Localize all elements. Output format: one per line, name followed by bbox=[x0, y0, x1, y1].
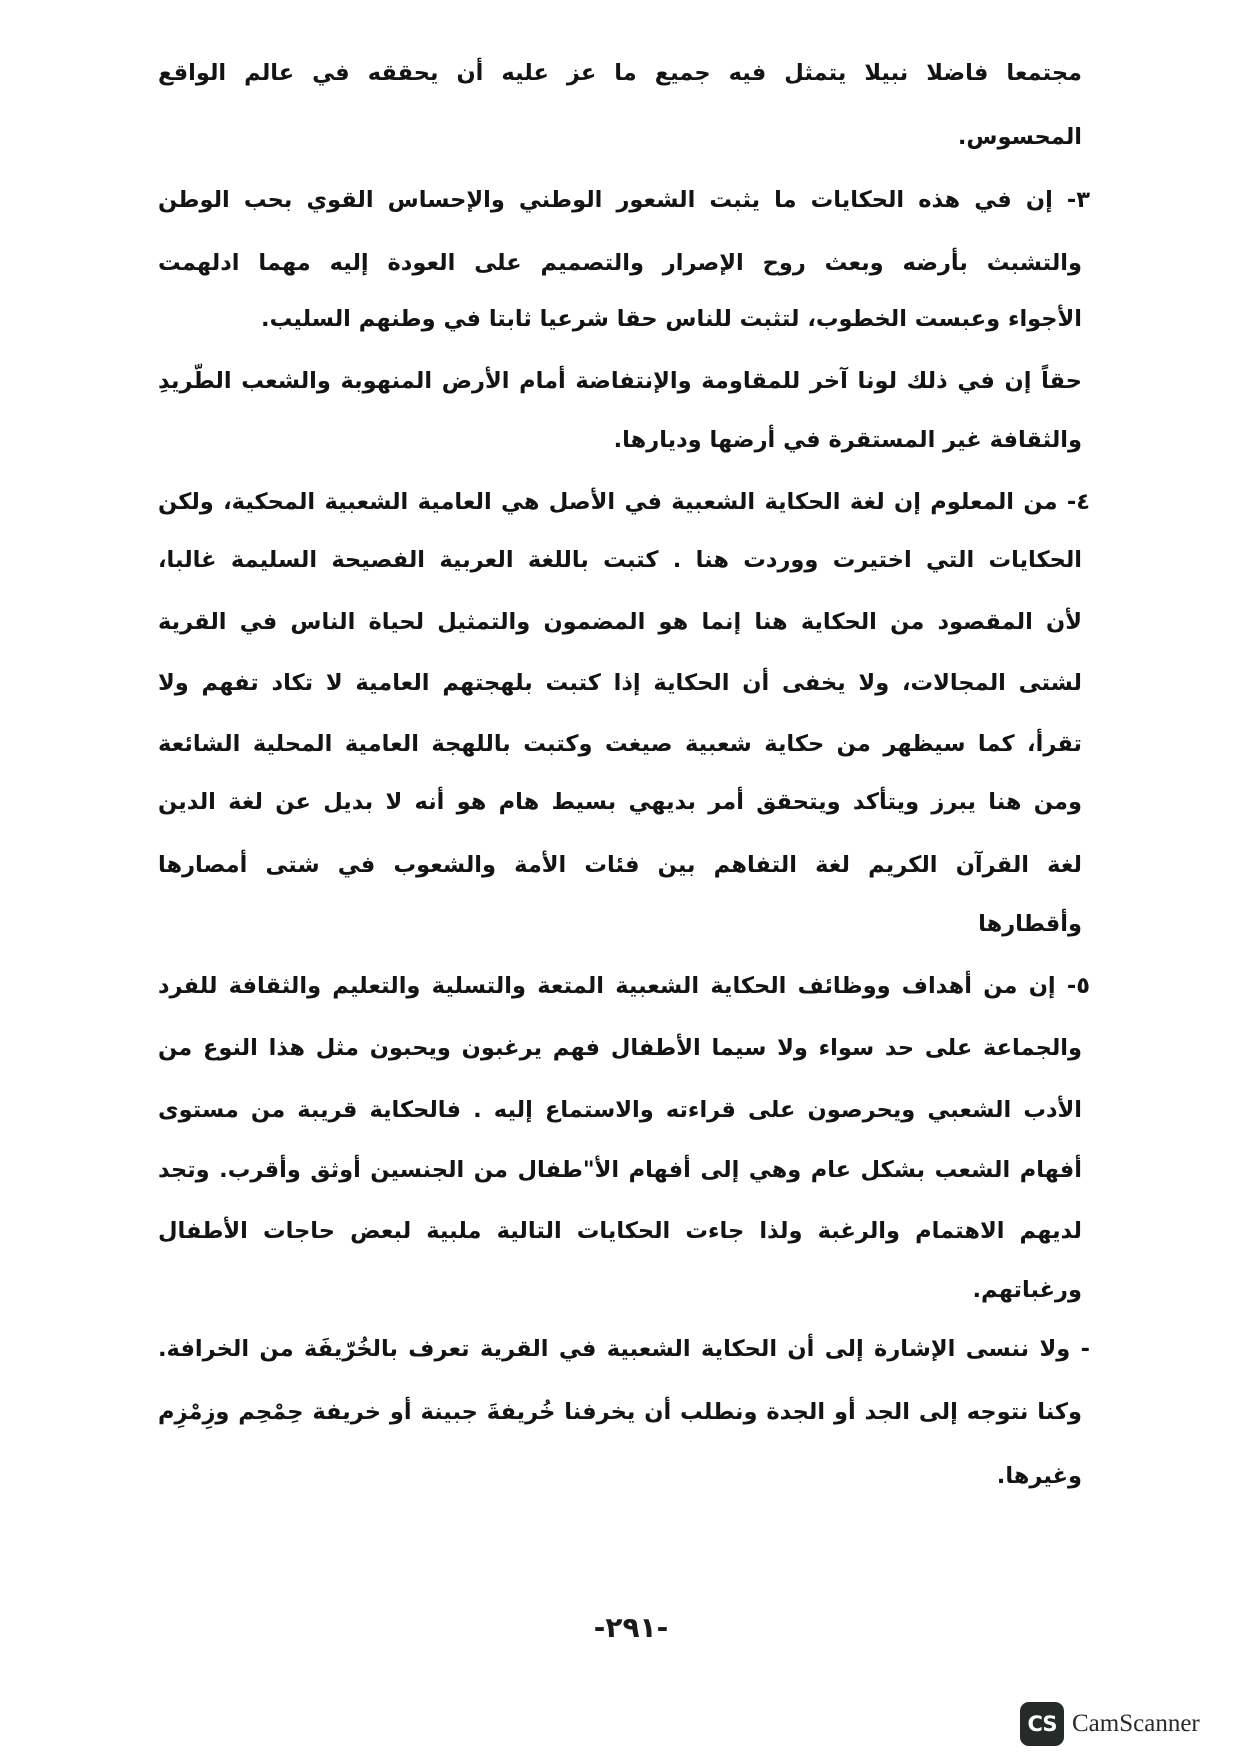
line-text: لشتى المجالات، ولا يخفى أن الحكاية إذا كتبت بلهجتهم العامية لا تكاد تفهم ولا bbox=[158, 670, 1082, 696]
text-line bbox=[158, 418, 1082, 462]
line-text: لغة القرآن الكريم لغة التفاهم بين فئات الأمة والشعوب في شتى أمصارها bbox=[158, 852, 1082, 878]
text-line bbox=[158, 1268, 1082, 1312]
line-text: والثقافة غير المستقرة في أرضها وديارها. bbox=[613, 427, 1082, 453]
line-text: المحسوس. bbox=[957, 124, 1082, 150]
text-line bbox=[158, 1026, 1082, 1070]
text-line bbox=[158, 1209, 1082, 1253]
line-text: وأقطارها bbox=[978, 911, 1082, 937]
item-number: ٤- bbox=[1066, 489, 1090, 515]
text-line bbox=[158, 359, 1082, 403]
list-dash: - bbox=[1080, 1336, 1090, 1362]
line-text: مجتمعا فاضلا نبيلا يتمثل فيه جميع ما عز عليه أن يحققه في عالم الواقع bbox=[158, 60, 1082, 86]
line-text: ومن هنا يبرز ويتأكد ويتحقق أمر بديهي بسيط هام هو أنه لا بديل عن لغة الدين bbox=[158, 789, 1082, 815]
line-text: الأجواء وعبست الخطوب، لتثبت للناس حقا شرعيا ثابتا في وطنهم السليب. bbox=[261, 306, 1082, 332]
line-text: إن من أهداف ووظائف الحكاية الشعبية المتعة والتسلية والتعليم والثقافة للفرد bbox=[158, 973, 1056, 999]
line-text: الأدب الشعبي ويحرصون على قراءته والاستماع إليه . فالحكاية قريبة من مستوى bbox=[158, 1097, 1082, 1123]
item-first-line bbox=[158, 964, 1090, 1008]
text-line bbox=[158, 1148, 1082, 1192]
text-line bbox=[158, 241, 1082, 285]
line-text: من المعلوم إن لغة الحكاية الشعبية في الأصل هي العامية الشعبية المحكية، ولكن bbox=[158, 489, 1058, 515]
item-number: ٣- bbox=[1066, 187, 1090, 213]
text-line bbox=[158, 843, 1082, 887]
line-text: والجماعة على حد سواء ولا سيما الأطفال فهم يرغبون ويحبون مثل هذا النوع من bbox=[158, 1035, 1082, 1061]
text-line bbox=[158, 297, 1082, 341]
line-text: لديهم الاهتمام والرغبة ولذا جاءت الحكايات التالية ملبية لبعض حاجات الأطفال bbox=[158, 1218, 1082, 1244]
item-first-line bbox=[158, 1327, 1090, 1371]
line-text: وكنا نتوجه إلى الجد أو الجدة ونطلب أن يخرفنا خُريفةَ جبينة أو خريفة حِمْحِم وزِمْزِم bbox=[158, 1399, 1082, 1425]
line-text: أفهام الشعب بشكل عام وهي إلى أفهام الأ"طفال من الجنسين أوثق وأقرب. وتجد bbox=[158, 1157, 1082, 1183]
page-number: -٢٩١- bbox=[593, 1611, 669, 1644]
camscanner-watermark-text: CamScanner bbox=[1072, 1710, 1200, 1737]
item-number: ٥- bbox=[1066, 973, 1090, 999]
line-text: وغيرها. bbox=[996, 1463, 1082, 1489]
line-text: حقاً إن في ذلك لونا آخر للمقاومة والإنتفاضة أمام الأرض المنهوبة والشعب الطّريدِ bbox=[158, 368, 1082, 394]
camscanner-logo-icon: CS bbox=[1020, 1702, 1064, 1746]
line-content bbox=[158, 178, 1090, 222]
text-line bbox=[158, 51, 1082, 95]
line-text: تقرأ، كما سيظهر من حكاية شعبية صيغت وكتبت باللهجة العامية المحلية الشائعة bbox=[158, 731, 1082, 757]
line-text: والتشبث بأرضه وبعث روح الإصرار والتصميم على العودة إليه مهما ادلهمت bbox=[158, 250, 1082, 276]
text-line bbox=[158, 902, 1082, 946]
text-line bbox=[158, 115, 1082, 159]
text-line bbox=[158, 1088, 1082, 1132]
line-content bbox=[158, 964, 1090, 1008]
line-text: إن في هذه الحكايات ما يثبت الشعور الوطني والإحساس القوي بحب الوطن bbox=[158, 187, 1053, 213]
line-text: لأن المقصود من الحكاية هنا إنما هو المضمون والتمثيل لحياة الناس في القرية bbox=[158, 609, 1082, 635]
line-text: ورغباتهم. bbox=[972, 1277, 1082, 1303]
text-line bbox=[158, 780, 1082, 824]
line-text: الحكايات التي اختيرت ووردت هنا . كتبت باللغة العربية الفصيحة السليمة غالبا، bbox=[158, 547, 1082, 573]
item-first-line bbox=[158, 178, 1090, 222]
text-line bbox=[158, 722, 1082, 766]
text-line bbox=[158, 1390, 1082, 1434]
item-first-line bbox=[158, 480, 1090, 524]
text-line bbox=[158, 538, 1082, 582]
text-line bbox=[158, 1454, 1082, 1498]
line-content bbox=[158, 1327, 1090, 1371]
line-text: ولا ننسى الإشارة إلى أن الحكاية الشعبية في القرية تعرف بالخُرّيفَة من الخرافة. bbox=[157, 1336, 1071, 1362]
text-line bbox=[158, 600, 1082, 644]
text-line bbox=[158, 661, 1082, 705]
line-content bbox=[158, 480, 1090, 524]
